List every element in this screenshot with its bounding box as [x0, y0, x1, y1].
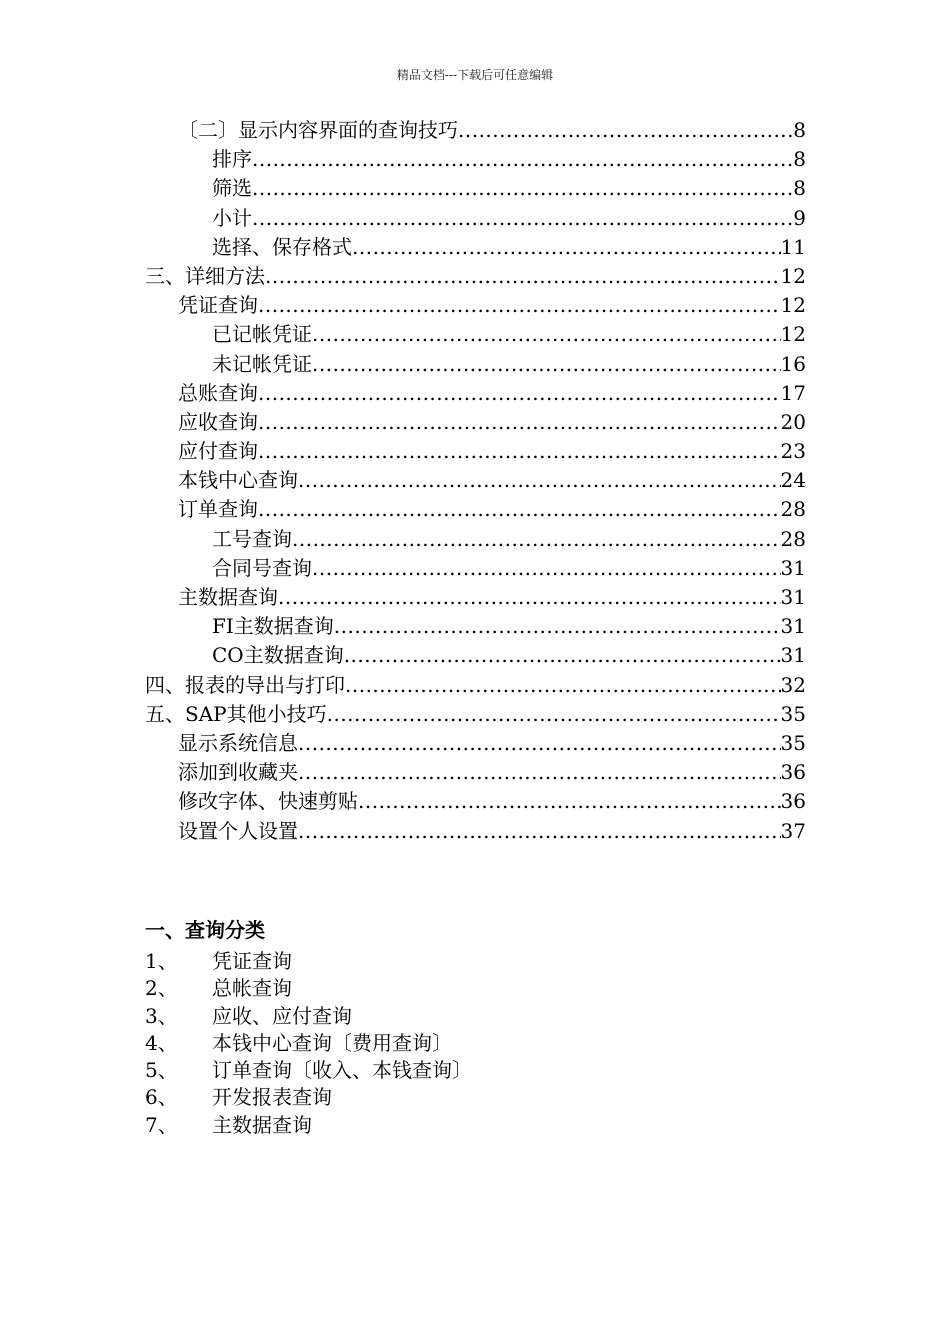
toc-entry-page: 35 [780, 701, 806, 726]
toc-entry-page: 36 [780, 789, 806, 814]
list-item-number: 3、 [145, 1003, 178, 1028]
list-item-text: 订单查询〔收入、本钱查询〕 [212, 1058, 472, 1083]
list-item-number: 5、 [145, 1058, 178, 1083]
toc-entry-page: 31 [780, 643, 806, 668]
toc-entry[interactable] [145, 204, 806, 233]
toc-leader-dots [298, 817, 781, 846]
toc-leader-dots [258, 291, 781, 320]
toc-entry-page: 8 [793, 147, 806, 172]
toc-entry[interactable] [145, 583, 806, 612]
toc-entry-label: 三、详细方法 [145, 263, 265, 288]
toc-entry[interactable] [145, 379, 806, 408]
toc-entry[interactable] [145, 437, 806, 466]
toc-entry[interactable] [145, 787, 806, 816]
toc-entry-label: 筛选 [212, 176, 252, 201]
toc-entry-label: CO主数据查询 [212, 643, 344, 668]
toc-entry[interactable] [145, 671, 806, 700]
list-item [145, 1003, 472, 1030]
list-item [145, 1112, 472, 1139]
toc-entry-label: 修改字体、快速剪贴 [178, 789, 358, 814]
toc-entry-page: 32 [780, 672, 806, 697]
toc-leader-dots [312, 350, 781, 379]
toc-leader-dots [344, 641, 781, 670]
toc-entry-page: 37 [780, 818, 806, 843]
toc-entry-label: 凭证查询 [178, 293, 258, 318]
toc-entry[interactable] [145, 350, 806, 379]
toc-entry[interactable] [145, 466, 806, 495]
toc-entry-label: 显示系统信息 [178, 730, 298, 755]
toc-entry-page: 12 [780, 322, 806, 347]
toc-entry[interactable] [145, 700, 806, 729]
toc-entry-label: 设置个人设置 [178, 818, 298, 843]
list-item-number: 7、 [145, 1112, 178, 1137]
toc-leader-dots [298, 466, 781, 495]
toc-entry[interactable] [145, 729, 806, 758]
toc-entry-label: 〔二〕显示内容界面的查询技巧 [178, 118, 458, 142]
list-item-number: 6、 [145, 1085, 178, 1110]
toc-entry[interactable] [145, 233, 806, 262]
toc-entry-page: 35 [780, 730, 806, 755]
toc-entry[interactable] [145, 320, 806, 349]
toc-entry[interactable] [145, 174, 806, 203]
toc-entry-label: 本钱中心查询 [178, 468, 298, 493]
toc-entry-page: 31 [780, 555, 806, 580]
toc-entry[interactable] [145, 758, 806, 787]
toc-entry-label: 四、报表的导出与打印 [145, 672, 345, 697]
list-item [145, 1030, 472, 1057]
toc-entry-page: 9 [793, 205, 806, 230]
toc-leader-dots [258, 495, 781, 524]
toc-leader-dots [252, 174, 793, 203]
toc-entry[interactable] [145, 145, 806, 174]
toc-entry-label: 工号查询 [212, 526, 292, 551]
toc-entry-label: 未记帐凭证 [212, 351, 312, 376]
toc-entry-page: 8 [793, 118, 806, 142]
toc-entry-page: 24 [780, 468, 806, 493]
toc-entry[interactable] [145, 554, 806, 583]
toc-entry[interactable] [145, 291, 806, 320]
toc-leader-dots [458, 116, 793, 145]
toc-leader-dots [278, 583, 781, 612]
list-item-number: 2、 [145, 976, 178, 1001]
toc-leader-dots [327, 700, 781, 729]
list-item [145, 948, 472, 975]
list-item-text: 本钱中心查询〔费用查询〕 [212, 1030, 452, 1055]
toc-entry-label: FI主数据查询 [212, 614, 334, 639]
list-item-text: 总帐查询 [212, 976, 292, 1001]
list-item-number: 1、 [145, 949, 178, 973]
toc-leader-dots [258, 408, 781, 437]
toc-entry-label: 应付查询 [178, 439, 258, 464]
toc-entry[interactable] [145, 408, 806, 437]
toc-leader-dots [312, 554, 781, 583]
list-item-number: 4、 [145, 1030, 178, 1055]
toc-entry-label: 总账查询 [178, 380, 258, 405]
toc-entry-page: 16 [780, 351, 806, 376]
toc-entry-page: 17 [780, 380, 806, 405]
toc-entry[interactable] [145, 262, 806, 291]
list-item [145, 1084, 472, 1111]
toc-leader-dots [252, 145, 793, 174]
toc-entry-page: 31 [780, 585, 806, 609]
page-header: 精品文档---下载后可任意编辑 [396, 68, 554, 82]
toc-entry-label: 订单查询 [178, 497, 258, 522]
toc-leader-dots [345, 671, 781, 700]
toc-entry[interactable] [145, 525, 806, 554]
toc-entry-page: 8 [793, 176, 806, 201]
toc-leader-dots [252, 204, 793, 233]
list-item [145, 975, 472, 1002]
toc-entry-page: 20 [780, 409, 806, 434]
toc-entry-label: 合同号查询 [212, 555, 312, 580]
toc-entry-page: 28 [780, 526, 806, 551]
list-item-text: 凭证查询 [212, 949, 292, 973]
toc-entry-page: 12 [780, 293, 806, 318]
toc-entry-label: 选择、保存格式 [212, 234, 352, 259]
toc-entry-page: 23 [780, 439, 806, 464]
toc-entry[interactable] [145, 612, 806, 641]
toc-leader-dots [358, 787, 781, 816]
toc-leader-dots [352, 233, 781, 262]
toc-leader-dots [292, 525, 781, 554]
toc-leader-dots [258, 379, 781, 408]
toc-entry-label: 应收查询 [178, 409, 258, 434]
toc-leader-dots [298, 729, 781, 758]
toc-entry-page: 31 [780, 614, 806, 639]
toc-entry-label: 排序 [212, 147, 252, 172]
toc-entry-label: 已记帐凭证 [212, 322, 312, 347]
section-title: 一、查询分类 [145, 918, 265, 942]
toc-leader-dots [312, 320, 781, 349]
toc-entry[interactable] [145, 817, 806, 846]
toc-entry-page: 28 [780, 497, 806, 522]
table-of-contents [145, 116, 806, 846]
toc-leader-dots [265, 262, 781, 291]
toc-entry-page: 36 [780, 760, 806, 785]
toc-entry-page: 11 [780, 234, 806, 259]
list-item-text: 应收、应付查询 [212, 1003, 352, 1028]
toc-entry-label: 五、SAP其他小技巧 [145, 701, 327, 726]
toc-entry-label: 添加到收藏夹 [178, 760, 298, 785]
list-item [145, 1057, 472, 1084]
toc-leader-dots [298, 758, 781, 787]
toc-leader-dots [334, 612, 781, 641]
list-item-text: 主数据查询 [212, 1112, 312, 1137]
toc-entry-page: 12 [780, 263, 806, 288]
toc-leader-dots [258, 437, 781, 466]
toc-entry[interactable] [145, 116, 806, 145]
query-category-list [145, 948, 472, 1139]
list-item-text: 开发报表查询 [212, 1085, 332, 1110]
toc-entry-label: 小计 [212, 205, 252, 230]
toc-entry[interactable] [145, 641, 806, 670]
toc-entry-label: 主数据查询 [178, 585, 278, 609]
toc-entry[interactable] [145, 495, 806, 524]
